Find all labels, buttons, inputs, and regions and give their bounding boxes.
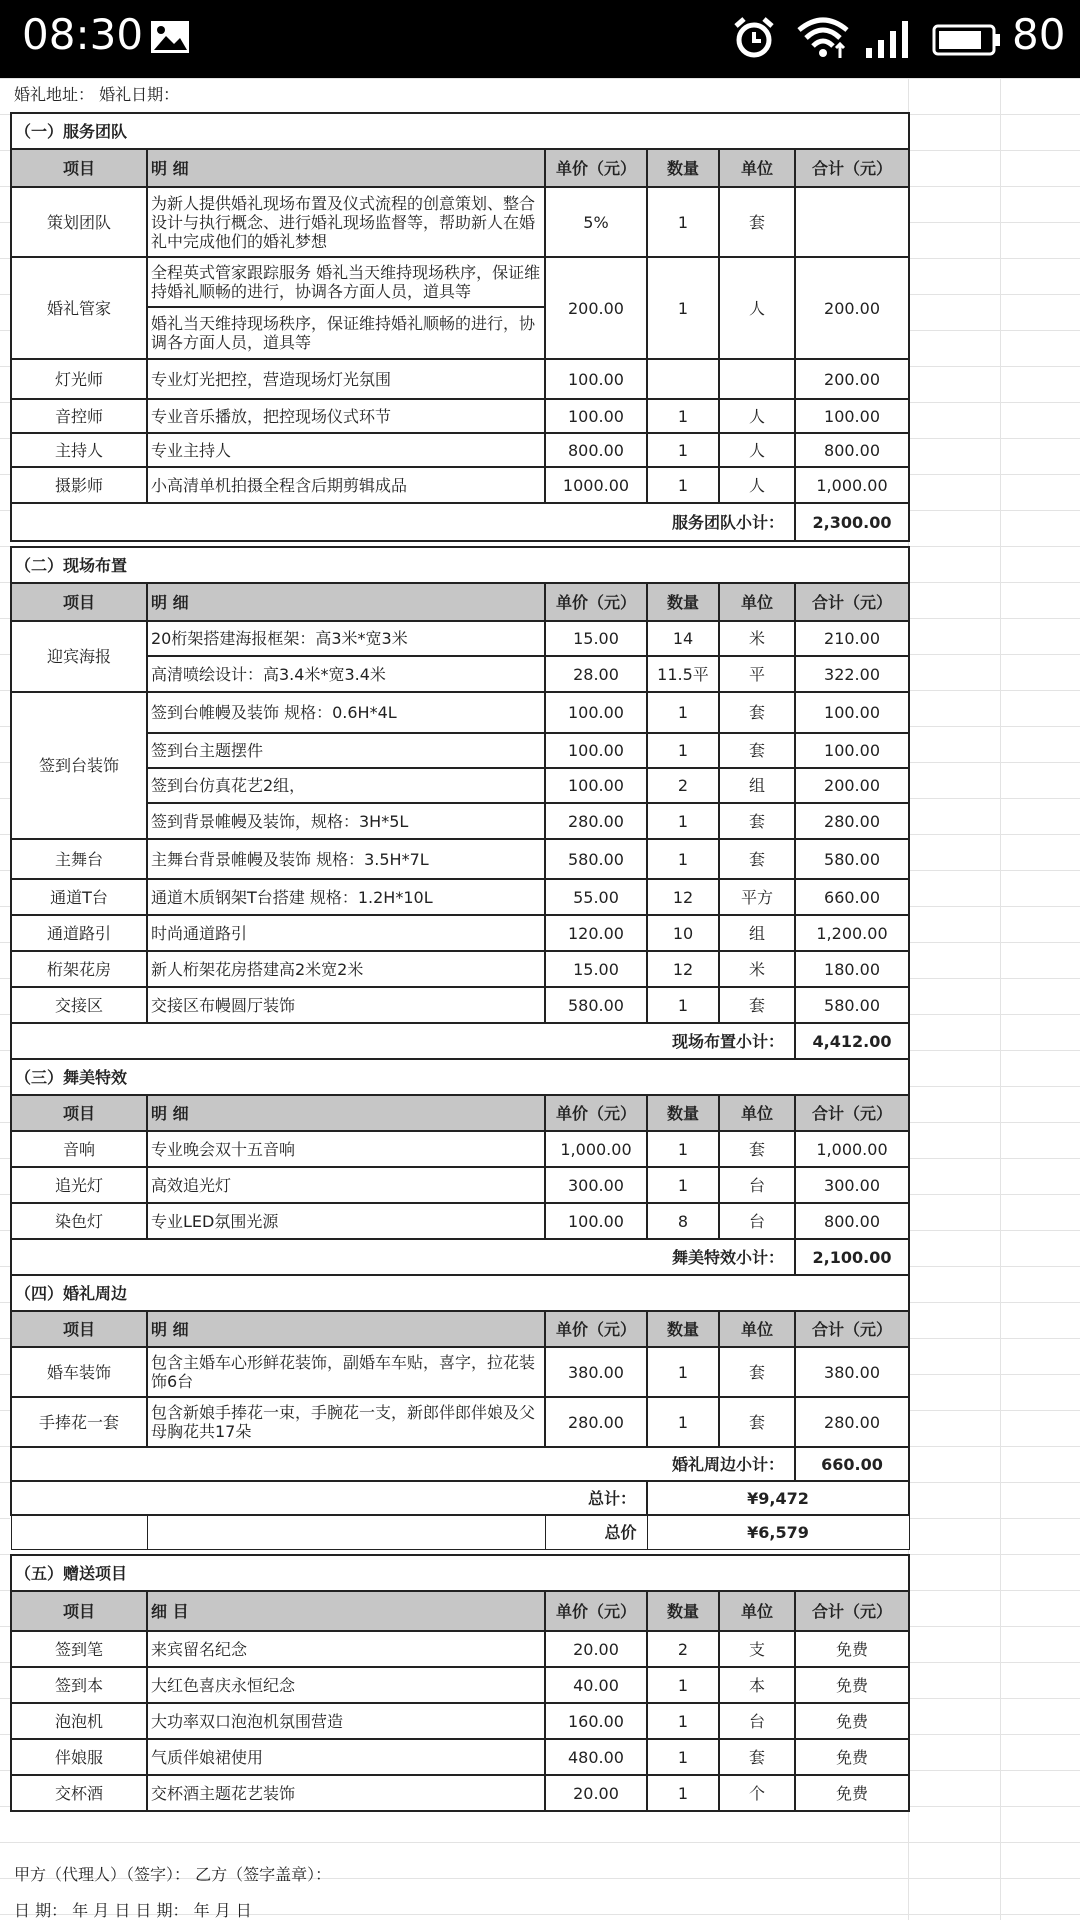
total-cell[interactable]: 180.00 [795, 951, 909, 987]
price-cell[interactable]: 1000.00 [545, 467, 647, 503]
detail-cell[interactable]: 签到台帷幔及装饰 规格：0.6H*4L [147, 692, 545, 733]
item-cell[interactable]: 签到笔 [11, 1631, 147, 1667]
price-cell[interactable]: 200.00 [545, 257, 647, 359]
price-cell[interactable]: 100.00 [545, 733, 647, 768]
item-cell[interactable]: 染色灯 [11, 1203, 147, 1239]
spreadsheet[interactable] [0, 78, 1080, 1920]
total-label: 总计： [11, 1481, 647, 1515]
qty-cell[interactable]: 1 [647, 1347, 719, 1397]
table-row[interactable] [11, 399, 909, 433]
col-unit: 单位 [719, 1095, 795, 1131]
table-row[interactable] [11, 621, 909, 656]
total-cell[interactable]: 免费 [795, 1739, 909, 1775]
col-detail: 明 细 [147, 1311, 545, 1347]
qty-cell[interactable]: 1 [647, 1397, 719, 1447]
price-cell[interactable]: 28.00 [545, 656, 647, 692]
col-qty: 数量 [647, 1311, 719, 1347]
col-unit: 单位 [719, 1311, 795, 1347]
item-cell[interactable]: 策划团队 [11, 187, 147, 257]
total-cell[interactable]: 210.00 [795, 621, 909, 656]
qty-cell[interactable]: 1 [647, 1739, 719, 1775]
item-cell[interactable]: 泡泡机 [11, 1703, 147, 1739]
image-icon [150, 20, 190, 54]
subtotal-label: 现场布置小计： [11, 1023, 795, 1059]
detail-cell[interactable]: 为新人提供婚礼现场布置及仪式流程的创意策划、整合设计与执行概念、进行婚礼现场监督等，帮助新人在婚礼中完成他们的婚礼梦想 [147, 187, 545, 257]
detail-cell[interactable]: 新人桁架花房搭建高2米宽2米 [147, 951, 545, 987]
item-cell[interactable]: 通道T台 [11, 879, 147, 915]
table-row[interactable] [11, 1167, 909, 1203]
unit-cell[interactable]: 套 [719, 1397, 795, 1447]
item-cell[interactable]: 婚礼管家 [11, 257, 147, 359]
detail-cell[interactable]: 包含新娘手捧花一束，手腕花一支，新郎伴郎伴娘及父母胸花共17朵 [147, 1397, 545, 1447]
total-cell[interactable]: 1,000.00 [795, 467, 909, 503]
price-cell[interactable]: 15.00 [545, 621, 647, 656]
col-qty: 数量 [647, 1095, 719, 1131]
price-cell[interactable]: 100.00 [545, 768, 647, 803]
total-cell[interactable] [795, 187, 909, 257]
item-cell[interactable]: 桁架花房 [11, 951, 147, 987]
subtotal-row [11, 1023, 909, 1059]
col-total: 合计（元） [795, 149, 909, 187]
detail-cell[interactable]: 主舞台背景帷幔及装饰 规格：3.5H*7L [147, 839, 545, 879]
item-cell[interactable]: 迎宾海报 [11, 621, 147, 692]
col-unit: 单位 [719, 583, 795, 621]
qty-cell[interactable]: 10 [647, 915, 719, 951]
table-row[interactable] [11, 467, 909, 503]
price-cell[interactable]: 280.00 [545, 1397, 647, 1447]
col-qty: 数量 [647, 583, 719, 621]
col-qty: 数量 [647, 1591, 719, 1631]
table-row[interactable] [11, 1397, 909, 1447]
table-row[interactable] [11, 1131, 909, 1167]
table-row[interactable] [11, 879, 909, 915]
qty-cell[interactable]: 12 [647, 951, 719, 987]
item-cell[interactable]: 音控师 [11, 399, 147, 433]
qty-cell[interactable]: 14 [647, 621, 719, 656]
col-price: 单价（元） [545, 583, 647, 621]
item-cell[interactable]: 签到台装饰 [11, 692, 147, 839]
detail-cell[interactable]: 包含主婚车心形鲜花装饰，副婚车车贴，喜字，拉花装饰6台 [147, 1347, 545, 1397]
total-cell[interactable]: 200.00 [795, 257, 909, 359]
table-row[interactable] [11, 433, 909, 467]
qty-cell[interactable]: 12 [647, 879, 719, 915]
qty-cell[interactable]: 1 [647, 803, 719, 839]
qty-cell[interactable]: 1 [647, 987, 719, 1023]
qty-cell[interactable]: 1 [647, 187, 719, 257]
price-cell[interactable]: 280.00 [545, 803, 647, 839]
unit-cell[interactable]: 台 [719, 1703, 795, 1739]
table-row[interactable] [11, 359, 909, 399]
table-row[interactable] [11, 1703, 909, 1739]
unit-cell[interactable]: 套 [719, 839, 795, 879]
section-title: （二）现场布置 [11, 547, 909, 583]
qty-cell[interactable]: 2 [647, 1631, 719, 1667]
price-cell[interactable]: 5% [545, 187, 647, 257]
price-cell[interactable]: 480.00 [545, 1739, 647, 1775]
total-cell[interactable]: 200.00 [795, 768, 909, 803]
subtotal-value[interactable]: 660.00 [795, 1447, 909, 1481]
detail-cell[interactable]: 时尚通道路引 [147, 915, 545, 951]
total-cell[interactable]: 免费 [795, 1775, 909, 1811]
col-detail: 细 目 [147, 1591, 545, 1631]
subtotal-row [11, 1239, 909, 1275]
col-unit: 单位 [719, 149, 795, 187]
total-cell[interactable]: 322.00 [795, 656, 909, 692]
subtotal-label: 舞美特效小计： [11, 1239, 795, 1275]
price-cell[interactable]: 300.00 [545, 1167, 647, 1203]
detail-cell[interactable]: 婚礼当天维持现场秩序，保证维持婚礼顺畅的进行，协调各方面人员，道具等 [147, 307, 545, 359]
unit-cell[interactable]: 台 [719, 1203, 795, 1239]
detail-cell[interactable]: 20桁架搭建海报框架：高3米*宽3米 [147, 621, 545, 656]
detail-cell[interactable]: 小高清单机拍摄全程含后期剪辑成品 [147, 467, 545, 503]
detail-cell[interactable]: 专业音乐播放，把控现场仪式环节 [147, 399, 545, 433]
total-cell[interactable]: 660.00 [795, 879, 909, 915]
total-value[interactable]: ¥9,472 [647, 1481, 909, 1515]
qty-cell[interactable]: 1 [647, 467, 719, 503]
unit-cell[interactable] [719, 359, 795, 399]
qty-cell[interactable] [647, 359, 719, 399]
detail-cell[interactable]: 专业灯光把控，营造现场灯光氛围 [147, 359, 545, 399]
detail-cell[interactable]: 专业LED氛围光源 [147, 1203, 545, 1239]
qty-cell[interactable]: 1 [647, 692, 719, 733]
unit-cell[interactable]: 米 [719, 951, 795, 987]
col-price: 单价（元） [545, 149, 647, 187]
col-total: 合计（元） [795, 1591, 909, 1631]
stage-effects-table [10, 1058, 910, 1276]
item-cell[interactable]: 婚车装饰 [11, 1347, 147, 1397]
total-cell[interactable]: 280.00 [795, 803, 909, 839]
total-cell[interactable]: 200.00 [795, 359, 909, 399]
qty-cell[interactable]: 1 [647, 1667, 719, 1703]
item-cell[interactable]: 主舞台 [11, 839, 147, 879]
price-cell[interactable]: 15.00 [545, 951, 647, 987]
col-item: 项目 [11, 149, 147, 187]
price-cell[interactable]: 380.00 [545, 1347, 647, 1397]
unit-cell[interactable]: 平方 [719, 879, 795, 915]
col-item: 项目 [11, 1095, 147, 1131]
subtotal-label: 婚礼周边小计： [11, 1447, 795, 1481]
unit-cell[interactable]: 套 [719, 187, 795, 257]
price-cell[interactable]: 120.00 [545, 915, 647, 951]
detail-cell[interactable]: 签到台仿真花艺2组， [147, 768, 545, 803]
price-cell[interactable]: 580.00 [545, 839, 647, 879]
detail-cell[interactable]: 签到背景帷幔及装饰，规格：3H*5L [147, 803, 545, 839]
status-time: 08:30 [22, 10, 144, 59]
detail-cell[interactable]: 交杯酒主题花艺装饰 [147, 1775, 545, 1811]
total-cell[interactable]: 800.00 [795, 1203, 909, 1239]
table-row[interactable] [11, 187, 909, 257]
table-row[interactable] [11, 839, 909, 879]
qty-cell[interactable]: 11.5平 [647, 656, 719, 692]
total-cell[interactable]: 免费 [795, 1703, 909, 1739]
item-cell[interactable]: 签到本 [11, 1667, 147, 1703]
section-title: （四）婚礼周边 [11, 1275, 909, 1311]
total-cell[interactable]: 1,200.00 [795, 915, 909, 951]
final-price-label: 总价 [545, 1515, 647, 1549]
empty-cell[interactable] [147, 1515, 545, 1549]
qty-cell[interactable]: 1 [647, 1167, 719, 1203]
venue-setup-table [10, 546, 910, 1060]
detail-cell[interactable]: 签到台主题摆件 [147, 733, 545, 768]
col-unit: 单位 [719, 1591, 795, 1631]
battery-icon [932, 24, 1002, 56]
qty-cell[interactable]: 1 [647, 1775, 719, 1811]
subtotal-value[interactable]: 2,300.00 [795, 503, 909, 541]
unit-cell[interactable]: 个 [719, 1775, 795, 1811]
col-detail: 明 细 [147, 1095, 545, 1131]
unit-cell[interactable]: 人 [719, 399, 795, 433]
wifi-icon [796, 14, 850, 60]
col-item: 项目 [11, 1311, 147, 1347]
table-row[interactable] [11, 1775, 909, 1811]
detail-cell[interactable]: 气质伴娘裙使用 [147, 1739, 545, 1775]
grid-line [1000, 78, 1001, 1920]
table-row[interactable] [11, 692, 909, 733]
qty-cell[interactable]: 1 [647, 257, 719, 359]
item-cell[interactable]: 主持人 [11, 433, 147, 467]
price-cell[interactable]: 100.00 [545, 359, 647, 399]
col-qty: 数量 [647, 149, 719, 187]
alarm-icon [732, 16, 776, 60]
qty-cell[interactable]: 1 [647, 433, 719, 467]
unit-cell[interactable]: 人 [719, 433, 795, 467]
unit-cell[interactable]: 平 [719, 656, 795, 692]
price-cell[interactable]: 40.00 [545, 1667, 647, 1703]
price-cell[interactable]: 800.00 [545, 433, 647, 467]
col-detail: 明 细 [147, 583, 545, 621]
price-cell[interactable]: 1,000.00 [545, 1131, 647, 1167]
total-cell[interactable]: 100.00 [795, 399, 909, 433]
wedding-extras-table [10, 1274, 910, 1550]
gift-items-table [10, 1554, 910, 1812]
battery-level: 80 [1012, 10, 1066, 59]
total-cell[interactable]: 100.00 [795, 733, 909, 768]
qty-cell[interactable]: 1 [647, 1131, 719, 1167]
col-total: 合计（元） [795, 1311, 909, 1347]
total-cell[interactable]: 380.00 [795, 1347, 909, 1397]
unit-cell[interactable]: 米 [719, 621, 795, 656]
table-row[interactable] [11, 915, 909, 951]
price-cell[interactable]: 160.00 [545, 1703, 647, 1739]
table-row[interactable] [11, 1347, 909, 1397]
col-price: 单价（元） [545, 1591, 647, 1631]
price-cell[interactable]: 580.00 [545, 987, 647, 1023]
price-cell[interactable]: 100.00 [545, 399, 647, 433]
unit-cell[interactable]: 套 [719, 733, 795, 768]
signature-line: 甲方（代理人）（签字）： 乙方（签字盖章）： [14, 1865, 332, 1884]
total-cell[interactable]: 300.00 [795, 1167, 909, 1203]
detail-cell[interactable]: 大功率双口泡泡机氛围营造 [147, 1703, 545, 1739]
detail-cell[interactable]: 专业主持人 [147, 433, 545, 467]
total-cell[interactable]: 280.00 [795, 1397, 909, 1447]
unit-cell[interactable]: 套 [719, 1347, 795, 1397]
detail-cell[interactable]: 通道木质钢架T台搭建 规格：1.2H*10L [147, 879, 545, 915]
col-item: 项目 [11, 583, 147, 621]
subtotal-row [11, 503, 909, 541]
col-item: 项目 [11, 1591, 147, 1631]
unit-cell[interactable]: 套 [719, 803, 795, 839]
total-cell[interactable]: 800.00 [795, 433, 909, 467]
col-price: 单价（元） [545, 1311, 647, 1347]
subtotal-label: 服务团队小计： [11, 503, 795, 541]
price-cell[interactable]: 20.00 [545, 1631, 647, 1667]
total-cell[interactable]: 1,000.00 [795, 1131, 909, 1167]
total-cell[interactable]: 100.00 [795, 692, 909, 733]
table-row[interactable] [11, 257, 909, 307]
date-line: 日 期： 年 月 日 日 期： 年 月 日 [14, 1901, 252, 1920]
detail-cell[interactable]: 全程英式管家跟踪服务 婚礼当天维持现场秩序，保证维持婚礼顺畅的进行，协调各方面人员，道具等 [147, 257, 545, 307]
price-cell[interactable]: 100.00 [545, 1203, 647, 1239]
total-cell[interactable]: 免费 [795, 1667, 909, 1703]
table-row[interactable] [11, 1667, 909, 1703]
item-cell[interactable]: 通道路引 [11, 915, 147, 951]
qty-cell[interactable]: 1 [647, 733, 719, 768]
qty-cell[interactable]: 1 [647, 399, 719, 433]
signal-icon [864, 18, 916, 58]
unit-cell[interactable]: 人 [719, 467, 795, 503]
item-cell[interactable]: 灯光师 [11, 359, 147, 399]
item-cell[interactable]: 追光灯 [11, 1167, 147, 1203]
unit-cell[interactable]: 套 [719, 1131, 795, 1167]
table-row[interactable] [11, 951, 909, 987]
service-team-table [10, 112, 910, 542]
item-cell[interactable]: 摄影师 [11, 467, 147, 503]
grand-total-row [11, 1481, 909, 1515]
detail-cell[interactable]: 交接区布幔圆厅装饰 [147, 987, 545, 1023]
unit-cell[interactable]: 支 [719, 1631, 795, 1667]
item-cell[interactable]: 手捧花一套 [11, 1397, 147, 1447]
unit-cell[interactable]: 台 [719, 1167, 795, 1203]
price-cell[interactable]: 20.00 [545, 1775, 647, 1811]
unit-cell[interactable]: 组 [719, 768, 795, 803]
section-title: （五）赠送项目 [11, 1555, 909, 1591]
table-row[interactable] [11, 1631, 909, 1667]
qty-cell[interactable]: 2 [647, 768, 719, 803]
item-cell[interactable]: 音响 [11, 1131, 147, 1167]
total-cell[interactable]: 580.00 [795, 987, 909, 1023]
detail-cell[interactable]: 高效追光灯 [147, 1167, 545, 1203]
unit-cell[interactable]: 套 [719, 987, 795, 1023]
detail-cell[interactable]: 高清喷绘设计：高3.4米*宽3.4米 [147, 656, 545, 692]
table-row[interactable] [11, 987, 909, 1023]
unit-cell[interactable]: 本 [719, 1667, 795, 1703]
col-price: 单价（元） [545, 1095, 647, 1131]
status-bar [0, 0, 1080, 78]
empty-cell[interactable] [11, 1515, 147, 1549]
wedding-info: 婚礼地址： 婚礼日期： [14, 85, 180, 104]
section-title: （三）舞美特效 [11, 1059, 909, 1095]
item-cell[interactable]: 伴娘服 [11, 1739, 147, 1775]
qty-cell[interactable]: 1 [647, 839, 719, 879]
final-price-value[interactable]: ¥6,579 [647, 1515, 909, 1549]
price-cell[interactable]: 100.00 [545, 692, 647, 733]
total-cell[interactable]: 免费 [795, 1631, 909, 1667]
col-detail: 明 细 [147, 149, 545, 187]
total-cell[interactable]: 580.00 [795, 839, 909, 879]
subtotal-value[interactable]: 4,412.00 [795, 1023, 909, 1059]
col-total: 合计（元） [795, 1095, 909, 1131]
table-row[interactable] [11, 1203, 909, 1239]
col-total: 合计（元） [795, 583, 909, 621]
final-price-row [11, 1515, 909, 1549]
subtotal-row [11, 1447, 909, 1481]
detail-cell[interactable]: 专业晚会双十五音响 [147, 1131, 545, 1167]
qty-cell[interactable]: 1 [647, 1703, 719, 1739]
table-row[interactable] [11, 1739, 909, 1775]
detail-cell[interactable]: 大红色喜庆永恒纪念 [147, 1667, 545, 1703]
subtotal-value[interactable]: 2,100.00 [795, 1239, 909, 1275]
section-title: （一）服务团队 [11, 113, 909, 149]
item-cell[interactable]: 交接区 [11, 987, 147, 1023]
price-cell[interactable]: 55.00 [545, 879, 647, 915]
unit-cell[interactable]: 人 [719, 257, 795, 359]
unit-cell[interactable]: 套 [719, 1739, 795, 1775]
qty-cell[interactable]: 8 [647, 1203, 719, 1239]
unit-cell[interactable]: 组 [719, 915, 795, 951]
unit-cell[interactable]: 套 [719, 692, 795, 733]
item-cell[interactable]: 交杯酒 [11, 1775, 147, 1811]
detail-cell[interactable]: 来宾留名纪念 [147, 1631, 545, 1667]
